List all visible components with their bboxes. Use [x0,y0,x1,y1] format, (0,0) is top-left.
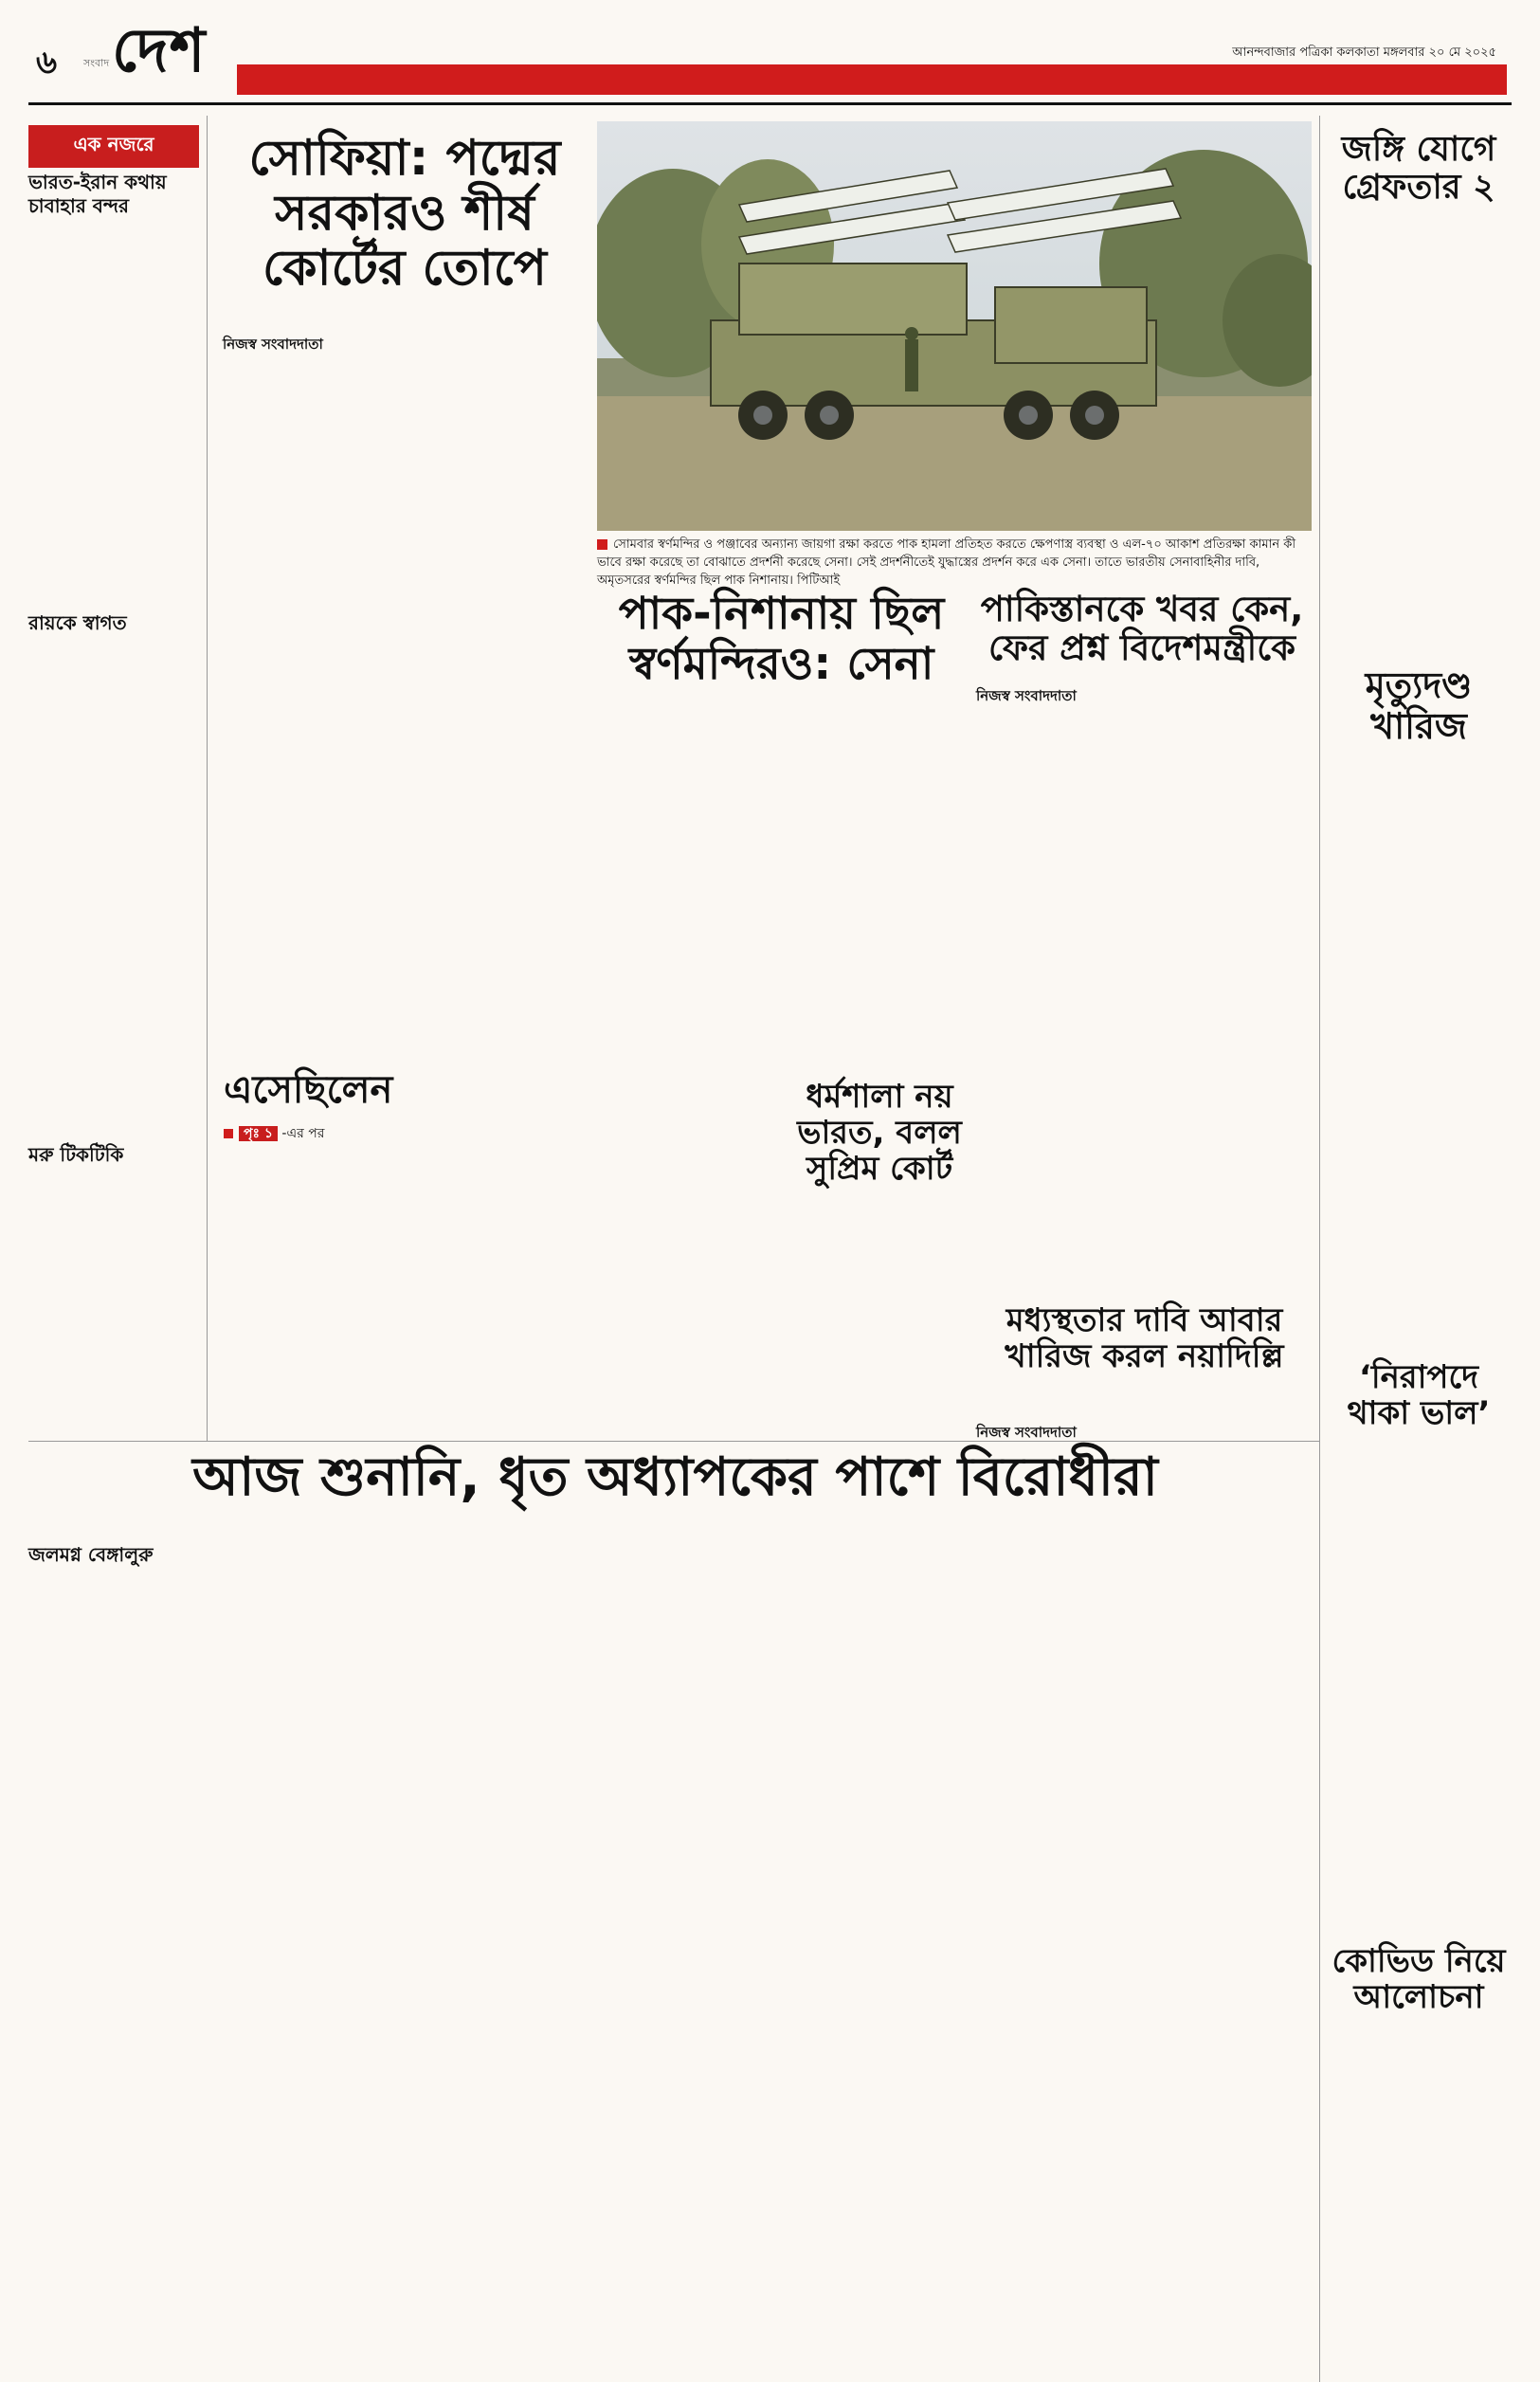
pointer-page-tag: পৃঃ ১ [239,1126,278,1141]
pakistan-news-headline: পাকিস্তানকে খবর কেন, ফের প্রশ্ন বিদেশমন্ত্রীকে [980,589,1304,669]
missile-launcher-image [597,121,1312,531]
safe-headline: ‘নিরাপদে থাকা ভাল’ [1347,1358,1491,1433]
section-rule [28,1441,1319,1442]
masthead-dateline: আনন্দবাজার পত্রিকা কলকাতা মঙ্গলবার ২০ মে ২০২৫ [1226,44,1502,64]
pointer-bullet-icon [224,1129,233,1138]
photo-caption [597,536,1312,591]
page-number: ৬ [36,44,58,82]
death-sentence-headline: মৃত্যুদণ্ড খারিজ [1365,664,1473,747]
came-headline: এসেছিলেন [224,1068,393,1112]
sidebar-item-heading: মরু টিকটিকি [28,1143,124,1166]
continued-pointer [224,1122,508,1145]
covid-headline: কোভিড নিয়ে আলোচনা [1332,1942,1506,2017]
column-rule [207,116,208,1441]
column-rule [1319,116,1320,1441]
masthead-small-label: সংবাদ [83,57,110,69]
column-rule [1319,1441,1320,2382]
photo-caption-text: সোমবার স্বর্ণমন্দির ও পঞ্জাবের অন্যান্য জায়গা রক্ষা করতে পাক হামলা প্রতিহত করতে ক্ষেপণাস্ত্র ব্যবস্থা ও এল-৭০ আকাশ প্রতিরক্ষা কামান কী ভাবে রক্ষা করেছে তা বোঝাতে প্রদর্শনী করেছে সেনা। সেই প্রদর্শনীতেই যুদ্ধাস্ত্রের প্রদর্শন করে এক সেনা। তাতে ভারতীয় সেনাবাহিনীর দাবি, অমৃতসরের স্বর্ণমন্দির ছিল পাক নিশানায়। পিটিআই [597,537,1296,588]
masthead [0,0,1540,112]
pakistan-news-byline: নিজস্ব সংবাদদাতা [976,687,1077,704]
terror-headline: জঙ্গি যোগে গ্রেফতার ২ [1341,130,1496,208]
golden-temple-headline: পাক-নিশানায় ছিল স্বর্ণমন্দিরও: সেনা [618,588,945,690]
sidebar-section-label: এক নজরে [28,125,199,168]
masthead-rule [28,102,1512,105]
sofia-byline: নিজস্ব সংবাদদাতা [223,336,323,353]
sidebar-item-heading: জলমগ্ন বেঙ্গালুরু [28,1543,154,1566]
masthead-red-bar [237,64,1507,95]
dharamshala-headline: ধর্মশালা নয় ভারত, বলল সুপ্রিম কোর্ট [797,1078,962,1189]
photo-missile-launcher [597,121,1312,531]
pointer-text: -এর পর [281,1126,325,1141]
sofia-headline: সোফিয়া: পদ্মের সরকারও শীর্ষ কোর্টের তোপে [248,130,561,298]
hearing-headline: আজ শুনানি, ধৃত অধ্যাপকের পাশে বিরোধীরা [192,1446,1158,1508]
mediation-headline: মধ্যস্থতার দাবি আবার খারিজ করল নয়াদিল্লি [1005,1301,1284,1376]
sidebar [28,125,199,168]
masthead-title: দেশ [112,15,207,86]
caption-bullet-icon [597,539,607,550]
sidebar-item-heading: রায়কে স্বাগত [28,611,127,634]
sidebar-item-heading: ভারত-ইরান কথায় চাবাহার বন্দর [28,171,167,217]
mediation-byline: নিজস্ব সংবাদদাতা [976,1424,1077,1441]
